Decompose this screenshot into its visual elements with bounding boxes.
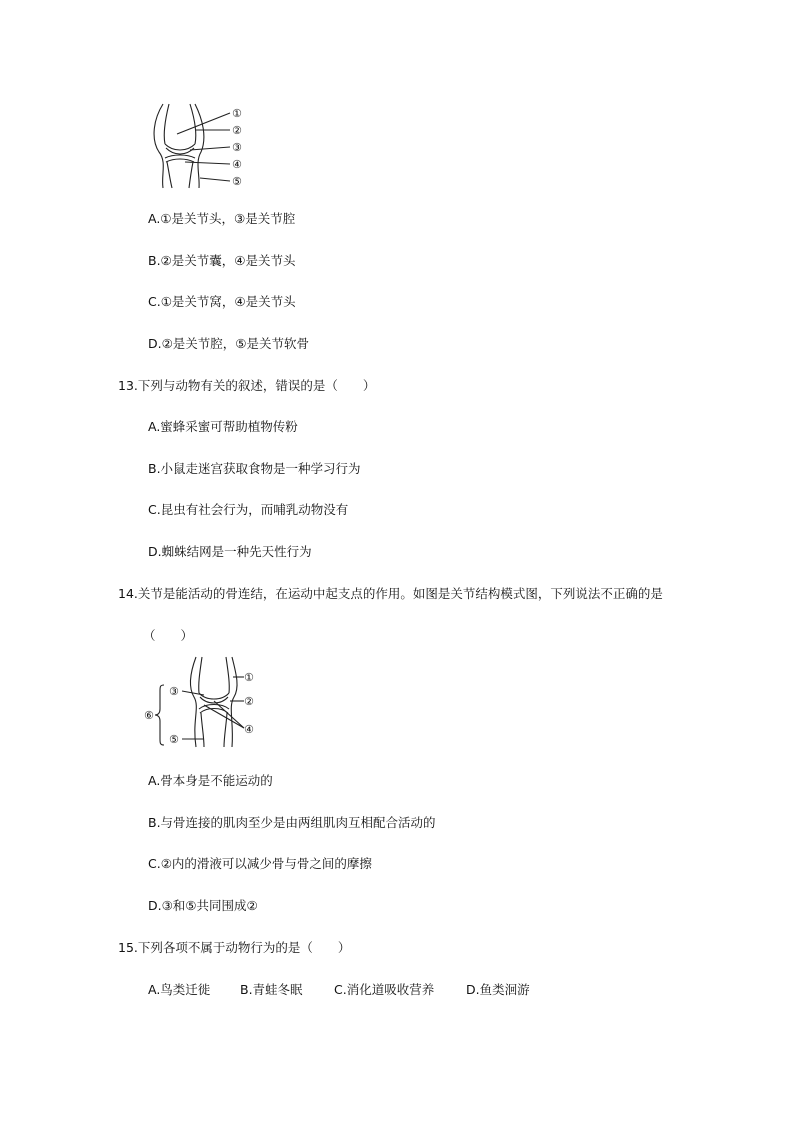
fig2-label-3: ③ [169,685,179,698]
q15-stem: 15.下列各项不属于动物行为的是（ ） [118,940,351,955]
joint-diagram-2 [144,655,264,749]
label-5: ⑤ [232,175,242,188]
q13-option-d: D.蜘蛛结网是一种先天性行为 [148,544,312,559]
joint-diagram-1 [145,100,255,192]
q14-stem-cont: （ ） [143,628,194,643]
q12-option-d: D.②是关节腔，⑤是关节软骨 [148,336,310,351]
q14-option-d: D.③和⑤共同围成② [148,898,258,913]
q13-option-a: A.蜜蜂采蜜可帮助植物传粉 [148,419,298,434]
fig2-label-6: ⑥ [144,709,154,722]
fig2-label-2: ② [244,695,254,708]
label-1: ① [232,107,242,120]
q14-option-a: A.骨本身是不能运动的 [148,773,273,788]
fig2-label-1: ① [244,671,254,684]
q15-option-c: C.消化道吸收营养 [334,982,435,997]
q12-option-b: B.②是关节囊，④是关节头 [148,253,296,268]
q12-option-c: C.①是关节窝，④是关节头 [148,294,296,309]
fig2-label-5: ⑤ [169,733,179,746]
q15-option-b: B.青蛙冬眠 [240,982,303,997]
label-3: ③ [232,141,242,154]
q14-option-b: B.与骨连接的肌肉至少是由两组肌肉互相配合活动的 [148,815,436,830]
q15-option-d: D.鱼类洄游 [466,982,530,997]
q13-stem: 13.下列与动物有关的叙述，错误的是（ ） [118,378,376,393]
q15-option-a: A.鸟类迁徙 [148,982,211,997]
q13-option-c: C.昆虫有社会行为，而哺乳动物没有 [148,502,349,517]
fig2-label-4: ④ [244,723,254,736]
q14-option-c: C.②内的滑液可以减少骨与骨之间的摩擦 [148,856,372,871]
label-4: ④ [232,158,242,171]
label-2: ② [232,124,242,137]
q14-stem: 14.关节是能活动的骨连结，在运动中起支点的作用。如图是关节结构模式图，下列说法不正确的是 [118,586,663,601]
q13-option-b: B.小鼠走迷宫获取食物是一种学习行为 [148,461,361,476]
q12-option-a: A.①是关节头，③是关节腔 [148,211,296,226]
